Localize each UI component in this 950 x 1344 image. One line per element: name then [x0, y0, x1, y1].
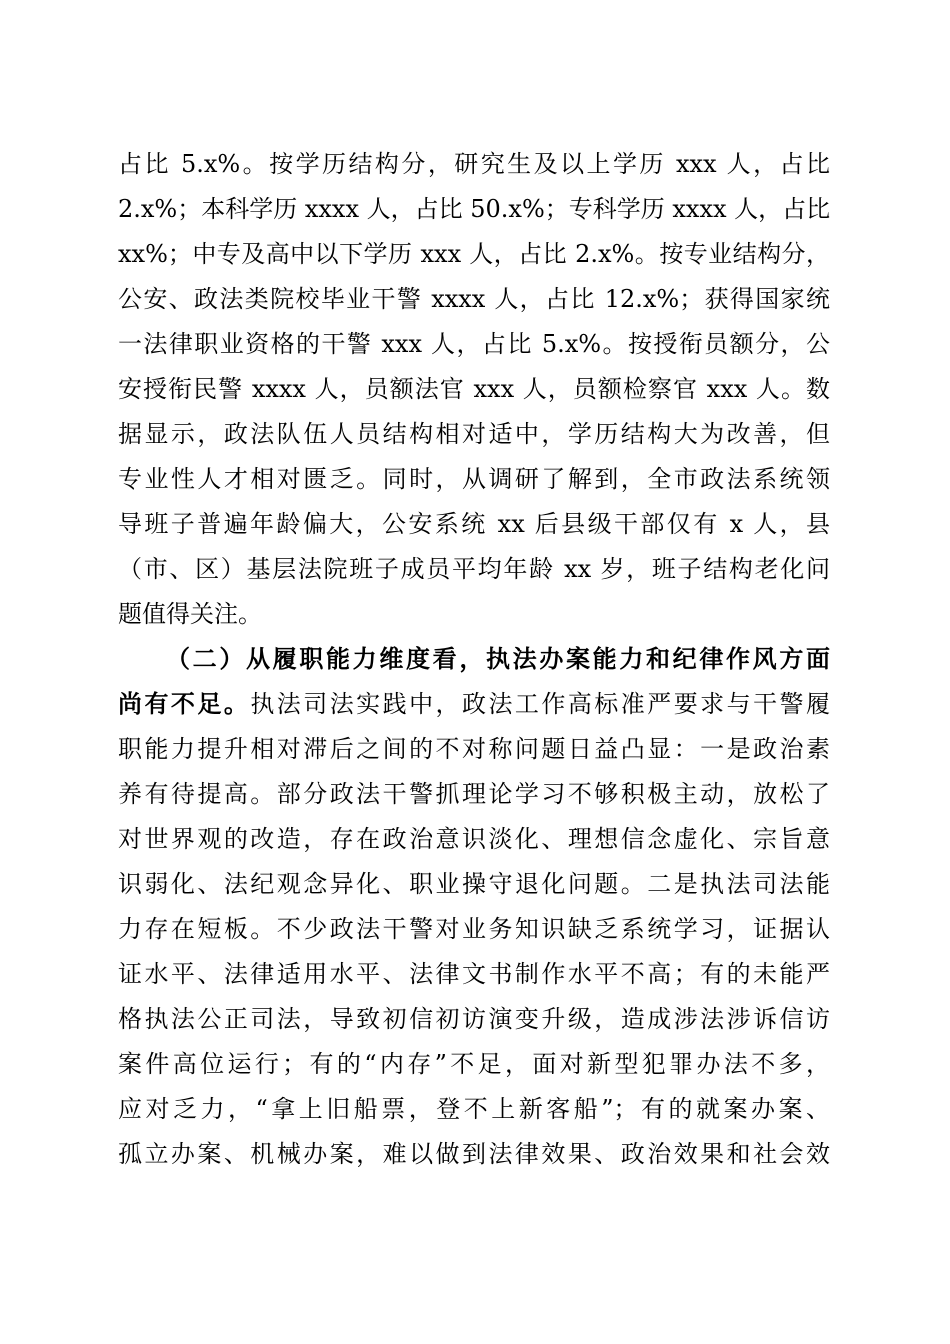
section-heading-end: 尚有不足。	[118, 689, 251, 718]
text-line: 导班子普遍年龄偏大，公安系统 xx 后县级干部仅有 x 人，县	[118, 510, 830, 538]
text-line: 格执法公正司法，导致初信初访演变升级，造成涉法涉诉信访	[118, 1005, 830, 1033]
section-heading: （二）从履职能力维度看，执法办案能力和纪律作风方面	[166, 644, 830, 673]
text-line: 证水平、法律适用水平、法律文书制作水平不高；有的未能严	[118, 960, 830, 988]
text-line: 据显示，政法队伍人员结构相对适中，学历结构大为改善，但	[118, 420, 830, 448]
text-line: （市、区）基层法院班子成员平均年龄 xx 岁，班子结构老化问	[118, 555, 830, 583]
text-line: 养有待提高。部分政法干警抓理论学习不够积极主动，放松了	[118, 780, 830, 808]
text-line: 一法律职业资格的干警 xxx 人，占比 5.x%。按授衔员额分，公	[118, 330, 830, 358]
text-line: 专业性人才相对匮乏。同时，从调研了解到，全市政法系统领	[118, 465, 830, 493]
text-line: 对世界观的改造，存在政治意识淡化、理想信念虚化、宗旨意	[118, 825, 830, 853]
text-line: 占比 5.x%。按学历结构分，研究生及以上学历 xxx 人，占比	[118, 150, 830, 178]
paragraph-text: 执法司法实践中，政法工作高标准严要求与干警履	[250, 690, 831, 718]
text-line: 应对乏力，“拿上旧船票，登不上新客船”；有的就案办案、	[118, 1095, 830, 1123]
text-line: 力存在短板。不少政法干警对业务知识缺乏系统学习，证据认	[118, 915, 830, 943]
text-line: 2.x%；本科学历 xxxx 人，占比 50.x%；专科学历 xxxx 人，占比	[118, 195, 831, 223]
text-line: 安授衔民警 xxxx 人，员额法官 xxx 人，员额检察官 xxx 人。数	[118, 375, 830, 403]
text-line: 题值得关注。	[118, 600, 262, 628]
text-line: 孤立办案、机械办案，难以做到法律效果、政治效果和社会效	[118, 1140, 830, 1168]
text-line: 案件高位运行；有的“内存”不足，面对新型犯罪办法不多，	[118, 1050, 830, 1078]
text-line: 公安、政法类院校毕业干警 xxxx 人，占比 12.x%；获得国家统	[118, 285, 830, 313]
text-line: xx%；中专及高中以下学历 xxx 人，占比 2.x%。按专业结构分，	[118, 240, 830, 268]
text-line: 识弱化、法纪观念异化、职业操守退化问题。二是执法司法能	[118, 870, 830, 898]
text-line: 职能力提升相对滞后之间的不对称问题日益凸显：一是政治素	[118, 735, 830, 763]
text-line	[118, 688, 830, 720]
